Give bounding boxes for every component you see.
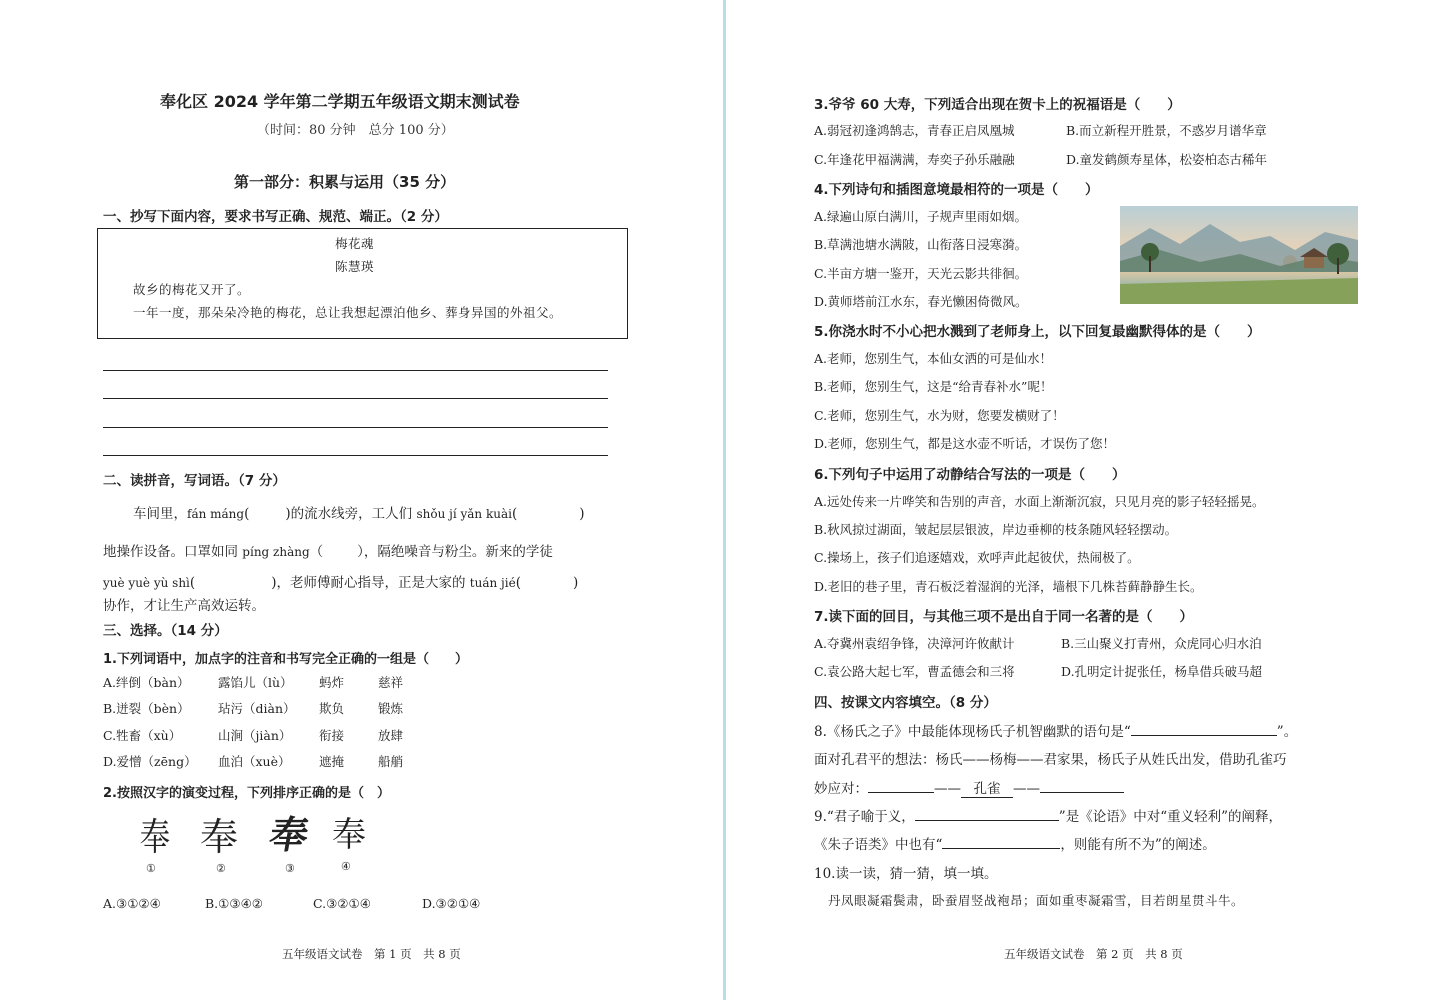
q1-option-d-word3: 遮掩: [319, 754, 345, 769]
pinyin-line-3: [103, 571, 578, 591]
section2-heading: 二、读拼音，写词语。（7 分）: [103, 473, 286, 489]
q2-option-b[interactable]: B.①③④②: [205, 896, 263, 911]
q3-option-d[interactable]: D.童发鹤颜寿星体，松姿柏态古稀年: [1066, 152, 1268, 167]
q5-option-c[interactable]: C.老师，您别生气，水为财，您要发横财了！: [814, 408, 1065, 423]
q6-option-c[interactable]: C.操场上，孩子们追逐嬉戏，欢呼声此起彼伏，热闹极了。: [814, 550, 1140, 565]
q8-dash: ——: [934, 781, 961, 797]
page-footer: 五年级语文试卷 第 1 页 共 8 页: [282, 947, 461, 961]
q8-dash: ——: [1013, 781, 1040, 797]
clerical-script-glyph: 奉: [200, 815, 239, 859]
answer-open: (: [511, 506, 518, 522]
q3-option-b[interactable]: B.而立新程开胜景，不惑岁月谱华章: [1066, 123, 1267, 138]
q9-text: 9.“君子喻于义，: [814, 809, 915, 825]
pinyin-yue-yue-yu-shi: yuè yuè yù shì: [103, 576, 190, 590]
q4-option-b[interactable]: B.草满池塘水满陂，山衔落日浸寒漪。: [814, 237, 1028, 252]
exam-title: 奉化区 2024 学年第二学期五年级语文期末测试卷: [160, 92, 520, 111]
q7-option-b[interactable]: B.三山聚义打青州，众虎同心归水泊: [1061, 636, 1262, 651]
glyph-label: ③: [285, 862, 295, 875]
q1-option-a-word4: 慈祥: [378, 675, 404, 690]
q10-text: 丹凤眼凝霜鬓肃，卧蚕眉竖战袍昂；面如重枣凝霜雪，目若朗星贯斗牛。: [828, 893, 1245, 908]
writing-line[interactable]: [103, 455, 608, 456]
q4-option-c[interactable]: C.半亩方塘一鉴开，天光云影共徘徊。: [814, 266, 1028, 281]
q2-option-c[interactable]: C.③②①④: [313, 896, 371, 911]
q1-stem: 1.下列词语中，加点字的注音和书写完全正确的一组是（ ）: [103, 652, 468, 667]
q9-line-1: [814, 805, 1282, 825]
q4-option-a[interactable]: A.绿遍山原白满川，子规声里雨如烟。: [814, 209, 1028, 224]
q1-option-c-word3: 衔接: [319, 728, 345, 743]
section3-heading: 三、选择。（14 分）: [103, 623, 228, 639]
q8-blank-1[interactable]: [868, 792, 934, 793]
q8-text: ”。: [1276, 724, 1298, 740]
q8-blank-2[interactable]: [1040, 792, 1124, 793]
exam-page-2: [726, 0, 1448, 1000]
q1-option-b-word1[interactable]: B.迸裂（bèn）: [103, 701, 190, 716]
copy-line-2: 一年一度，那朵朵冷艳的梅花，总让我想起漂泊他乡、葬身异国的外祖父。: [133, 305, 563, 320]
pinyin-ping-zhang: píng zhàng: [242, 545, 310, 559]
q7-option-a[interactable]: A.夺冀州袁绍争锋，决漳河许攸献计: [814, 636, 1015, 651]
q9-blank-1[interactable]: [915, 820, 1059, 821]
q7-option-c[interactable]: C.袁公路大起七军，曹孟德会和三将: [814, 664, 1015, 679]
landscape-illustration: [1120, 206, 1358, 304]
passage-text: ，老师傅耐心指导，正是大家的: [276, 575, 470, 591]
q4-stem: 4.下列诗句和插图意境最相符的一项是（ ）: [814, 182, 1099, 198]
glyph-label: ①: [146, 862, 156, 875]
q8-line-1: [814, 720, 1297, 740]
answer-close: ): [271, 575, 277, 591]
q6-option-d[interactable]: D.老旧的巷子里，青石板泛着湿润的光泽，墙根下几株苔藓静静生长。: [814, 579, 1203, 594]
q9-text: 《朱子语类》中也有“: [814, 837, 943, 853]
q2-stem: 2.按照汉字的演变过程，下列排序正确的是（ ）: [103, 786, 390, 801]
q3-stem: 3.爷爷 60 大寿，下列适合出现在贺卡上的祝福语是（ ）: [814, 97, 1181, 113]
q8-blank-filled: 孔雀: [961, 777, 1013, 798]
q4-option-d[interactable]: D.黄师塔前江水东，春光懒困倚微风。: [814, 294, 1028, 309]
q5-option-d[interactable]: D.老师，您别生气，都是这水壶不听话，才误伤了您！: [814, 436, 1116, 451]
pinyin-tuan-jie: tuán jié: [469, 576, 516, 590]
q9-blank-2[interactable]: [942, 848, 1060, 849]
q5-option-b[interactable]: B.老师，您别生气，这是“给青春补水”呢！: [814, 379, 1053, 394]
q6-stem: 6.下列句子中运用了动静结合写法的一项是（ ）: [814, 467, 1126, 483]
section1-heading: 一、抄写下面内容，要求书写正确、规范、端正。（2 分）: [103, 209, 448, 225]
passage-text: ，隔绝噪音与粉尘。新来的学徒: [363, 544, 553, 560]
passage-text: 车间里，: [133, 506, 187, 522]
q8-line-3: [814, 777, 1124, 798]
q8-answer-blank[interactable]: [1131, 735, 1277, 736]
q9-text: ”是《论语》中对“重义轻利”的阐释，: [1058, 809, 1283, 825]
q10-stem: 10.读一读，猜一猜，填一填。: [814, 866, 998, 882]
glyph-label: ②: [216, 862, 226, 875]
q1-option-d-word1[interactable]: D.爱憎（zēng）: [103, 754, 197, 769]
q1-option-b-word2: 玷污（diàn）: [218, 701, 296, 716]
q7-option-d[interactable]: D.孔明定计捉张任，杨阜借兵破马超: [1061, 664, 1263, 679]
writing-line[interactable]: [103, 370, 608, 371]
q1-option-a-word1[interactable]: A.绊倒（bàn）: [103, 675, 190, 690]
answer-open: (: [515, 575, 521, 591]
answer-close: ): [579, 506, 585, 522]
q8-text: 8.《杨氏之子》中最能体现杨氏子机智幽默的语句是“: [814, 724, 1131, 740]
q6-option-a[interactable]: A.远处传来一片哗笑和告别的声音，水面上渐渐沉寂，只见月亮的影子轻轻摇晃。: [814, 494, 1265, 509]
q1-option-c-word2: 山涧（jiàn）: [218, 728, 292, 743]
section4-heading: 四、按课文内容填空。（8 分）: [814, 695, 997, 711]
seal-script-glyph: 奉: [139, 815, 171, 859]
passage-text: 地操作设备。口罩如同: [103, 544, 243, 560]
q8-text: 妙应对：: [814, 781, 868, 797]
pinyin-shou-ji-yan-kuai: shǒu jí yǎn kuài: [416, 507, 512, 521]
q6-option-b[interactable]: B.秋风掠过湖面，皱起层层银波，岸边垂柳的枝条随风轻轻摆动。: [814, 522, 1178, 537]
page-footer: 五年级语文试卷 第 2 页 共 8 页: [1004, 947, 1183, 961]
answer-close: ): [285, 506, 291, 522]
writing-line[interactable]: [103, 427, 608, 428]
q1-option-b-word3: 欺负: [319, 701, 345, 716]
q1-option-a-word2: 露馅儿（lù）: [218, 675, 293, 690]
writing-line[interactable]: [103, 398, 608, 399]
pinyin-fan-mang: fán máng: [187, 507, 245, 521]
q5-stem: 5.你浇水时不小心把水溅到了老师身上，以下回复最幽默得体的是（ ）: [814, 324, 1261, 340]
poem-author: 陈慧瑛: [335, 259, 375, 274]
q9-line-2: [814, 833, 1216, 853]
q1-option-c-word1[interactable]: C.牲畜（xù）: [103, 728, 182, 743]
answer-open: （: [309, 544, 324, 560]
q2-option-d[interactable]: D.③②①④: [422, 896, 481, 911]
copy-line-1: 故乡的梅花又开了。: [133, 282, 251, 297]
pinyin-line-4: 协作，才让生产高效运转。: [103, 598, 265, 614]
q1-option-c-word4: 放肆: [378, 728, 404, 743]
passage-text: 的流水线旁，工人们: [290, 506, 417, 522]
q1-option-b-word4: 锻炼: [378, 701, 404, 716]
pinyin-line-1: [133, 502, 585, 522]
cursive-script-glyph: 奉: [266, 813, 312, 857]
answer-open: (: [189, 575, 196, 591]
pinyin-line-2: [103, 540, 553, 560]
poem-title: 梅花魂: [335, 236, 375, 251]
q1-option-d-word2: 血泊（xuè）: [218, 754, 291, 769]
answer-open: (: [244, 506, 250, 522]
q3-option-c[interactable]: C.年逢花甲福满满，寿奕子孙乐融融: [814, 152, 1015, 167]
q2-option-a[interactable]: A.③①②④: [103, 896, 161, 911]
q1-option-a-word3: 蚂炸: [319, 675, 345, 690]
q1-option-d-word4: 船艄: [378, 754, 404, 769]
exam-subtitle: （时间：80 分钟 总分 100 分）: [257, 123, 454, 138]
q8-line-2: 面对孔君平的想法：杨氏——杨梅——君家果，杨氏子从姓氏出发，借助孔雀巧: [814, 752, 1287, 768]
answer-close: ): [572, 575, 579, 591]
part1-heading: 第一部分：积累与运用（35 分）: [234, 173, 456, 191]
q3-option-a[interactable]: A.弱冠初逢鸿鹄志，青春正启凤凰城: [814, 123, 1015, 138]
answer-close: ）: [357, 544, 364, 560]
regular-script-glyph: 奉: [332, 815, 366, 855]
q7-stem: 7.读下面的回目，与其他三项不是出自于同一名著的是（ ）: [814, 609, 1194, 625]
glyph-label: ④: [341, 860, 351, 873]
exam-page-1: [0, 0, 723, 1000]
q5-option-a[interactable]: A.老师，您别生气，本仙女洒的可是仙水！: [814, 351, 1053, 366]
q9-text: ，则能有所不为”的阐述。: [1060, 837, 1216, 853]
